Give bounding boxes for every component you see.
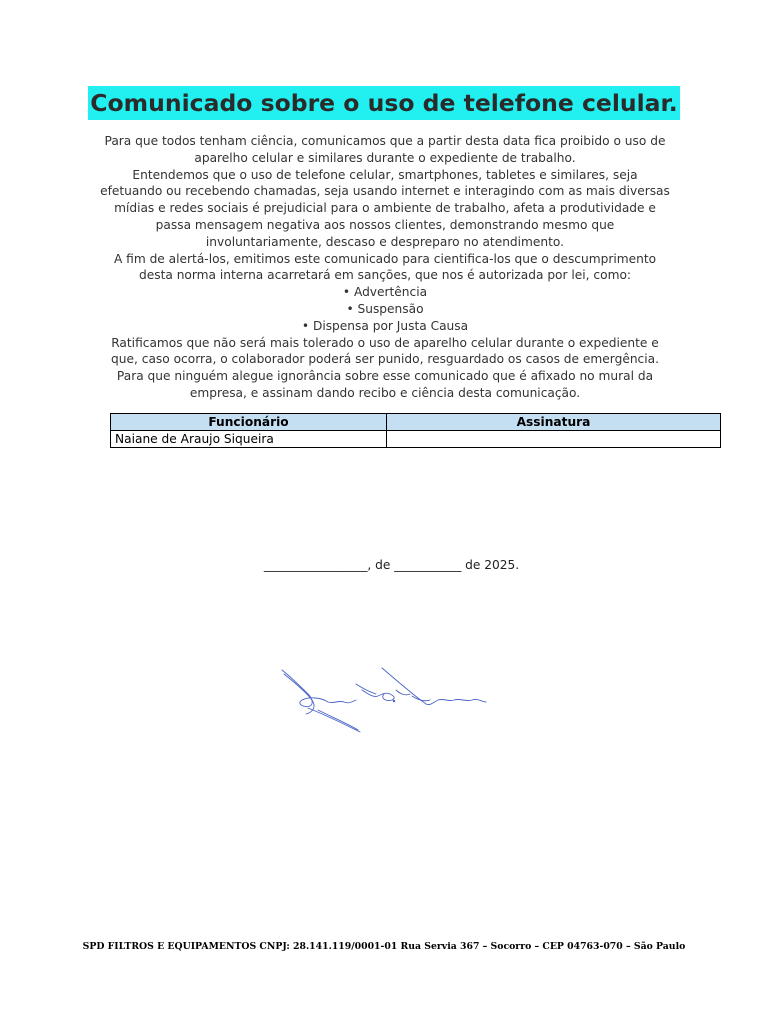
signature-cell: [387, 431, 721, 448]
employee-name-cell: Naiane de Araujo Siqueira: [111, 431, 387, 448]
paragraph-warning: A fim de alertá-los, emitimos este comunicado para cientifica-los que o descumprimento desta norma interna acarretará em sanções, que nos é autorizada por lei, como:: [113, 251, 657, 283]
title-container: [0, 86, 768, 120]
paragraph-intro: Para que todos tenham ciência, comunicamos que a partir desta data fica proibido o uso de aparelho celular e similares durante o expediente de trabalho.: [104, 134, 666, 165]
sanction-item: • Advertência: [342, 285, 428, 300]
table-row: [111, 431, 721, 448]
signature-table: [110, 413, 721, 448]
header-funcionario: Funcionário: [111, 414, 387, 431]
document-body: [100, 133, 670, 402]
date-line: _________________, de ___________ de 2025.: [263, 558, 520, 572]
handwritten-signature: [278, 664, 493, 739]
header-assinatura: Assinatura: [387, 414, 721, 431]
table-header-row: [111, 414, 721, 431]
sanction-item: • Suspensão: [346, 301, 424, 316]
company-footer: SPD FILTROS E EQUIPAMENTOS CNPJ: 28.141.119/0001-01 Rua Servia 367 – Socorro – CEP 04763-070 – São Paulo: [82, 941, 686, 952]
sanction-item: • Dispensa por Justa Causa: [301, 318, 469, 333]
paragraph-closing: Ratificamos que não será mais tolerado o uso de aparelho celular durante o expediente e que, caso ocorra, o colaborador poderá ser punido, resguardado os casos de emergência. Para que ninguém alegue ignorância sobre esse comunicado que é afixado no mural da empresa, e assinam dando recibo e ciência desta comunicação.: [111, 335, 659, 400]
paragraph-reasoning: Entendemos que o uso de telefone celular, smartphones, tabletes e similares, seja efetuando ou recebendo chamadas, seja usando internet e interagindo com as mais diversas mídias e redes sociais é prejudicial para o ambiente de trabalho, afeta a produtividade e passa mensagem negativa aos nossos clientes, demonstrando mesmo que involuntariamente, descaso e despreparo no atendimento.: [100, 167, 670, 249]
page-title: Comunicado sobre o uso de telefone celular.: [88, 86, 679, 120]
